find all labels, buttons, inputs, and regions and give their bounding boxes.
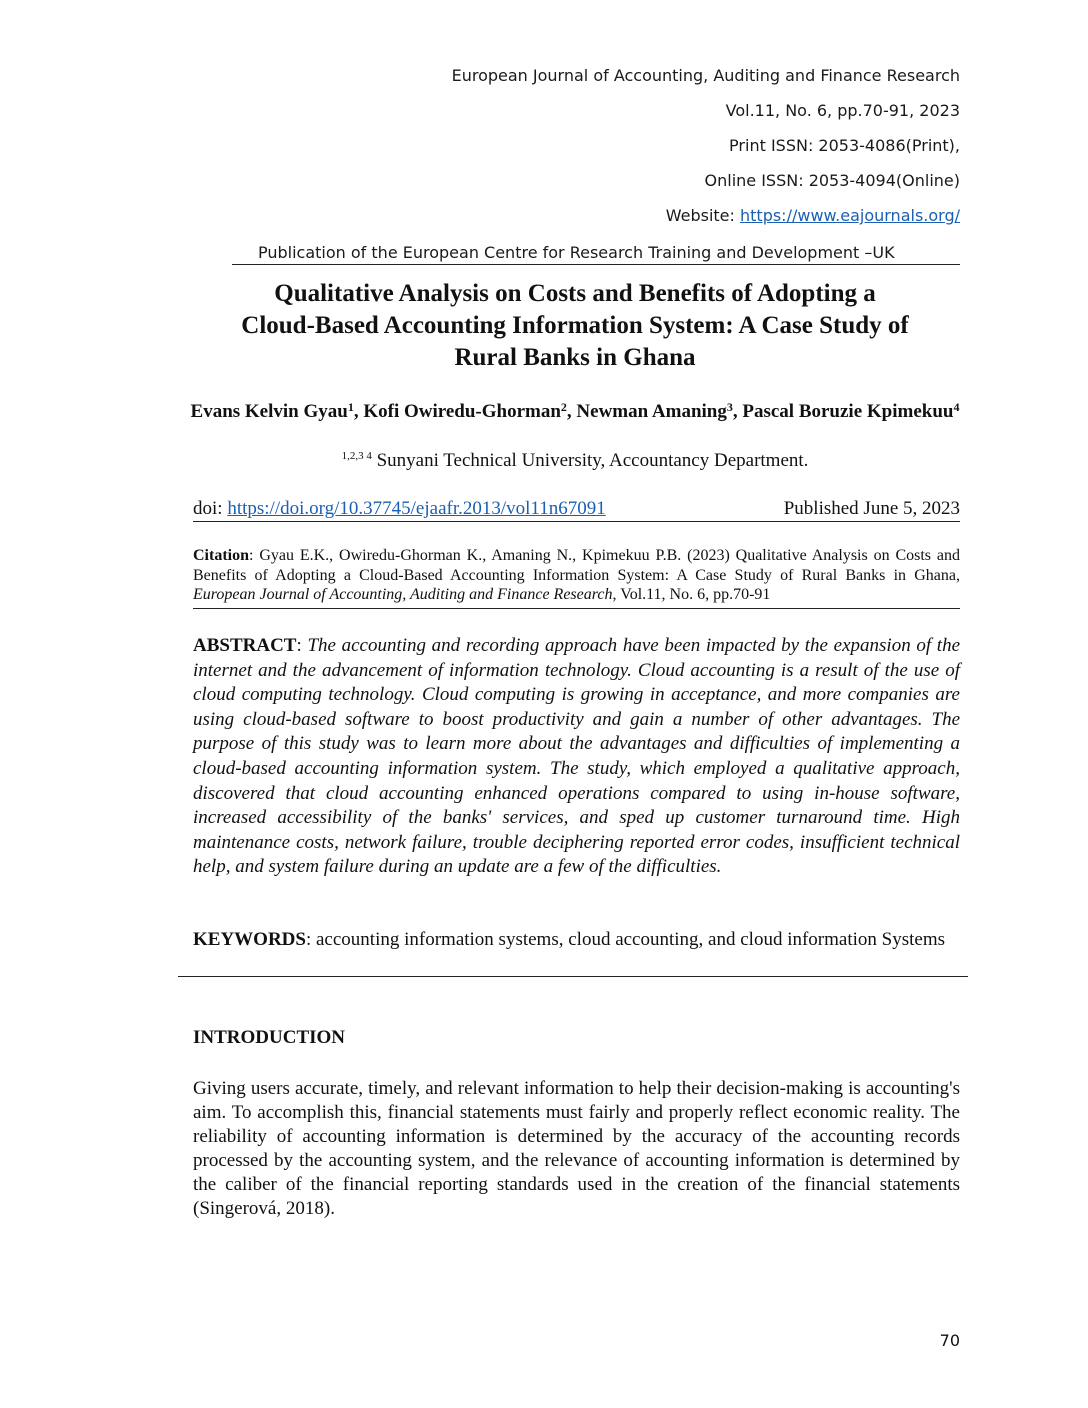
abstract xyxy=(193,634,960,880)
author-separator: , xyxy=(732,401,743,422)
author-name: Evans Kelvin Gyau xyxy=(190,401,348,422)
title-line-3: Rural Banks in Ghana xyxy=(454,344,696,371)
keywords xyxy=(193,928,960,952)
author-name: Newman Amaning xyxy=(576,401,727,422)
author-superscript: 3 xyxy=(726,400,733,414)
website-label: Website: xyxy=(665,206,735,225)
author-separator: , xyxy=(566,401,577,422)
citation-journal: European Journal of Accounting, Auditing and Finance Research xyxy=(193,586,613,603)
page-number: 70 xyxy=(939,1331,960,1350)
citation xyxy=(193,546,960,605)
paper-title xyxy=(180,278,970,374)
citation-label: Citation xyxy=(193,547,249,564)
affiliation-text: Sunyani Technical University, Accountancy Department. xyxy=(371,450,809,471)
published-date: Published June 5, 2023 xyxy=(783,498,960,519)
author-superscript: 4 xyxy=(953,400,960,414)
keywords-rule xyxy=(178,976,968,977)
doi-rule xyxy=(193,521,960,522)
citation-text: : Gyau E.K., Owiredu-Ghorman K., Amaning N., Kpimekuu P.B. (2023) Qualitative Analysis on Costs and Benefits of Adopting a Cloud-Based Accounting Information System: A Case Study of Rural Banks in Ghana, xyxy=(193,547,960,584)
print-issn: Print ISSN: 2053-4086(Print), xyxy=(729,136,960,155)
citation-rule xyxy=(193,608,960,609)
publisher-line: Publication of the European Centre for Research Training and Development –UK xyxy=(258,243,895,262)
website-line xyxy=(666,206,960,225)
affiliation xyxy=(180,449,970,473)
author-name: Kofi Owiredu-Ghorman xyxy=(363,401,561,422)
author-name: Pascal Boruzie Kpimekuu xyxy=(742,401,954,422)
doi-row xyxy=(193,497,960,521)
keywords-text: : accounting information systems, cloud accounting, and cloud information Systems xyxy=(305,929,945,950)
title-line-1: Qualitative Analysis on Costs and Benefits of Adopting a xyxy=(274,280,876,307)
abstract-text: The accounting and recording approach have been impacted by the expansion of the internet and the advancement of information technology. Cloud accounting is a result of the use of cloud computing technology. Cloud computing is growing in acceptance, and more companies are using cloud-based software to boost productivity and gain a number of other advantages. The purpose of this study was to learn more about the advantages and difficulties of implementing a cloud-based accounting information system. The study, which employed a qualitative approach, discovered that cloud accounting enhanced operations compared to using in-house software, increased accessibility of the banks' services, and sped up customer turnaround time. High maintenance costs, network failure, trouble deciphering reported error codes, insufficient technical help, and system failure during an update are a few of the difficulties. xyxy=(193,635,961,878)
website-link[interactable]: https://www.eajournals.org/ xyxy=(740,206,960,225)
affiliation-superscript: 1,2,3 4 xyxy=(341,450,372,462)
volume-info: Vol.11, No. 6, pp.70-91, 2023 xyxy=(725,101,960,120)
abstract-label: ABSTRACT xyxy=(193,635,297,656)
journal-name: European Journal of Accounting, Auditing and Finance Research xyxy=(451,66,960,85)
online-issn: Online ISSN: 2053-4094(Online) xyxy=(704,171,960,190)
citation-tail: , Vol.11, No. 6, pp.70-91 xyxy=(612,586,771,603)
author-list xyxy=(180,399,970,424)
title-line-2: Cloud-Based Accounting Information System: A Case Study of xyxy=(241,312,909,339)
author-superscript: 2 xyxy=(560,400,567,414)
abstract-colon: : xyxy=(296,635,308,656)
doi-label: doi: xyxy=(193,498,228,519)
header-rule xyxy=(232,264,960,265)
doi-link[interactable]: https://doi.org/10.37745/ejaafr.2013/vol11n67091 xyxy=(227,498,606,519)
author-superscript: 1 xyxy=(347,400,354,414)
author-separator: , xyxy=(353,401,364,422)
keywords-label: KEYWORDS xyxy=(193,929,306,950)
section-heading-introduction: INTRODUCTION xyxy=(193,1027,346,1048)
introduction-paragraph: Giving users accurate, timely, and relevant information to help their decision-making is accounting's aim. To accomplish this, financial statements must fairly and properly reflect economic reality. The reliability of accounting information is determined by the accuracy of the accounting records processed by the accounting system, and the relevance of accounting information is determined by the caliber of the financial reporting standards used in the creation of the financial statements (Singerová, 2018). xyxy=(193,1078,960,1219)
